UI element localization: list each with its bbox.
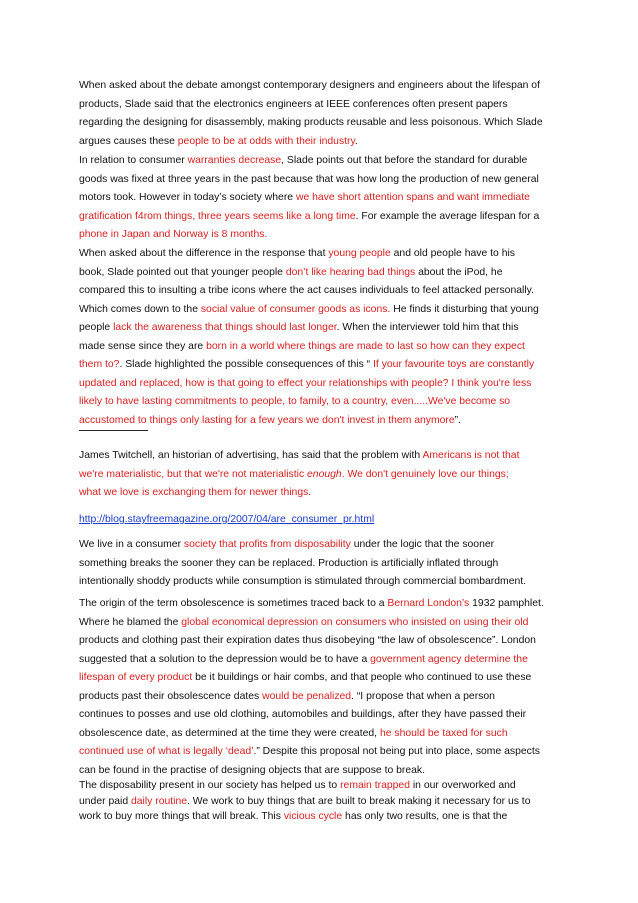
body-text: people <box>79 322 114 333</box>
body-text: and old people have to his <box>390 248 515 259</box>
highlighted-text: vicious cycle <box>283 811 343 822</box>
highlighted-text: If your favourite toys are constantly <box>373 359 535 370</box>
divider-line <box>79 420 569 439</box>
paragraph-disposability-society <box>79 536 569 592</box>
highlighted-text: updated and replaced, how is that going to effect your relationships with people? I think you're less <box>79 377 532 389</box>
body-text: . <box>354 135 358 147</box>
highlighted-text: he should be taxed for such <box>379 727 508 739</box>
body-text: . When the interviewer told him that this <box>336 322 519 333</box>
body-text: under paid <box>79 795 131 807</box>
highlighted-text: Americans is not that <box>422 450 520 461</box>
highlighted-text: social value of consumer goods as icons. <box>200 303 391 315</box>
body-text: He finds it disturbing that young <box>390 303 539 315</box>
highlighted-text: born in a world where things are made to last so how can they expect <box>206 340 525 352</box>
text-line <box>79 96 569 115</box>
text-line <box>79 226 569 245</box>
body-text: work to buy more things that will break. This <box>79 811 284 822</box>
text-line <box>79 114 569 133</box>
body-text: . “I propose that when a person <box>351 690 495 702</box>
body-text: The origin of the term obsolescence is sometimes traced back to a <box>79 598 388 609</box>
body-text: In relation to consumer <box>79 155 188 166</box>
body-text: continues to posses and use old clothing, automobiles and buildings, after they have passed their <box>79 709 527 720</box>
text-line <box>79 319 569 338</box>
text-line <box>79 555 569 574</box>
body-text: has only two results, one is that the <box>342 811 508 822</box>
highlighted-text: warranties decrease <box>187 155 282 166</box>
text-line <box>79 614 569 633</box>
body-text: in our overworked and <box>409 780 516 791</box>
highlighted-text: would be penalized <box>262 690 352 702</box>
highlighted-text: phone in Japan and Norway is 8 months. <box>79 229 268 240</box>
body-text: can be found in the practise of designing objects that are suppose to break. <box>79 764 426 776</box>
highlighted-text: young people <box>328 248 391 259</box>
highlighted-text: continued use of what is legally ‘dead’ <box>79 746 254 757</box>
body-text: argues causes these <box>79 135 178 147</box>
text-line <box>79 778 569 794</box>
text-line <box>79 133 569 152</box>
text-line <box>79 466 569 485</box>
highlighted-text: daily routine <box>131 795 188 807</box>
text-line <box>79 447 569 466</box>
body-text: be it buildings or hair combs, and that people who continued to use these <box>192 672 532 683</box>
text-line <box>79 171 569 190</box>
text-line <box>79 651 569 670</box>
highlighted-text: enough <box>307 468 342 480</box>
body-text: about the iPod, he <box>415 266 503 278</box>
text-line <box>79 189 569 208</box>
highlighted-text: gratification f4rom things, three years seems like a long time <box>79 210 356 222</box>
body-text: James Twitchell, an historian of advertising, has said that the problem with <box>79 450 423 461</box>
body-text: When asked about the difference in the response that <box>79 248 329 259</box>
source-link[interactable]: http://blog.stayfreemagazine.org/2007/04/are_consumer_pr.html <box>79 514 375 525</box>
text-line <box>79 77 569 96</box>
highlighted-text: global economical depression on consumers who insisted on using their old <box>181 616 529 628</box>
underscore-divider <box>79 420 148 431</box>
highlighted-text: what we love is exchanging them for newer things. <box>79 487 312 498</box>
highlighted-text: Bernard London’s <box>387 598 470 609</box>
body-text: regarding the designing for disassembly, making products reusable and less poisonous. Which Slade <box>79 117 543 128</box>
text-line <box>79 208 569 227</box>
body-text: book, Slade pointed out that younger people <box>79 266 286 278</box>
paragraph-twitchell-quote <box>79 447 569 503</box>
body-text: 1932 pamphlet. <box>469 598 544 609</box>
body-text: .” Despite this proposal not being put into place, some aspects <box>253 746 540 757</box>
body-text: products, Slade said that the electronics engineers at IEEE conferences often present papers <box>79 98 508 110</box>
text-line <box>79 264 569 283</box>
body-text: The disposability present in our society has helped us to <box>79 780 341 791</box>
text-line <box>79 152 569 171</box>
text-line <box>79 595 569 614</box>
source-link-line <box>79 511 569 530</box>
text-line <box>79 301 569 320</box>
paragraph-young-people <box>79 245 569 430</box>
body-text: compared this to insulting a tribe icons where the act causes individuals to feel attacked personally. <box>79 285 534 296</box>
text-line <box>79 725 569 744</box>
text-line <box>79 356 569 375</box>
paragraph-slade-debate <box>79 77 569 151</box>
body-text: obsolescence date, as determined at the time they were created, <box>79 727 380 739</box>
text-line <box>79 282 569 301</box>
text-line <box>79 573 569 592</box>
body-text: . For example the average lifespan for a <box>355 210 540 222</box>
paragraph-trapped-routine <box>79 778 569 825</box>
text-line <box>79 245 569 264</box>
text-line <box>79 484 569 503</box>
body-text: under the logic that the sooner <box>350 539 495 550</box>
body-text: When asked about the debate amongst contemporary designers and engineers about the lifespan of <box>79 80 540 91</box>
body-text: ”. <box>454 414 462 426</box>
highlighted-text: we have short attention spans and want immediate <box>295 192 530 203</box>
highlighted-text: accustomed to things only lasting for a few years we don't invest in them anymore <box>79 414 455 426</box>
highlighted-text: remain trapped <box>340 780 410 791</box>
highlighted-text: people to be at odds with their industry <box>177 135 355 147</box>
text-line <box>79 688 569 707</box>
body-text: something breaks the sooner they can be replaced. Production is artificially inflated through <box>79 557 499 569</box>
highlighted-text: them to? <box>79 359 120 370</box>
body-text: We live in a consumer <box>79 539 184 550</box>
body-text: suggested that a solution to the depression would be to have a <box>79 653 371 665</box>
text-line <box>79 393 569 412</box>
paragraph-obsolescence-origin <box>79 595 569 780</box>
highlighted-text: lifespan of every product <box>79 672 193 683</box>
body-text: Which comes down to the <box>79 303 201 315</box>
text-line <box>79 632 569 651</box>
body-text: Where he blamed the <box>79 616 182 628</box>
body-text: , Slade points out that before the standard for durable <box>281 155 528 166</box>
highlighted-text: likely to have lasting commitments to people, to family, to a country, even.....We've become so <box>79 396 511 407</box>
body-text: goods was fixed at three years in the past because that was how long the production of new general <box>79 173 539 185</box>
text-line <box>79 794 569 810</box>
text-line <box>79 669 569 688</box>
body-text: products and clothing past their expiration dates thus disobeying “the law of obsolescence”. London <box>79 635 536 646</box>
paragraph-warranties <box>79 152 569 245</box>
body-text: intentionally shoddy products while consumption is stimulated through commercial bombardment. <box>79 576 527 587</box>
text-line <box>79 375 569 394</box>
body-text: motors took. However in today’s society where <box>79 192 296 203</box>
highlighted-text: we're materialistic, but that we're not materialistic <box>79 468 308 480</box>
highlighted-text: . We don't genuinely love our things; <box>341 468 509 480</box>
highlighted-text: society that profits from disposability <box>183 539 351 550</box>
text-line <box>79 536 569 555</box>
text-line <box>79 809 569 825</box>
body-text: . Slade highlighted the possible consequences of this “ <box>119 359 374 370</box>
body-text: . We work to buy things that are built to break making it necessary for us to <box>187 795 531 807</box>
text-line <box>79 743 569 762</box>
body-text: products past their obsolescence dates <box>79 690 263 702</box>
text-line <box>79 338 569 357</box>
highlighted-text: government agency determine the <box>370 653 528 665</box>
body-text: made sense since they are <box>79 340 207 352</box>
highlighted-text: don’t like hearing bad things <box>285 266 416 278</box>
text-line <box>79 706 569 725</box>
highlighted-text: lack the awareness that things should last longer <box>113 322 337 333</box>
